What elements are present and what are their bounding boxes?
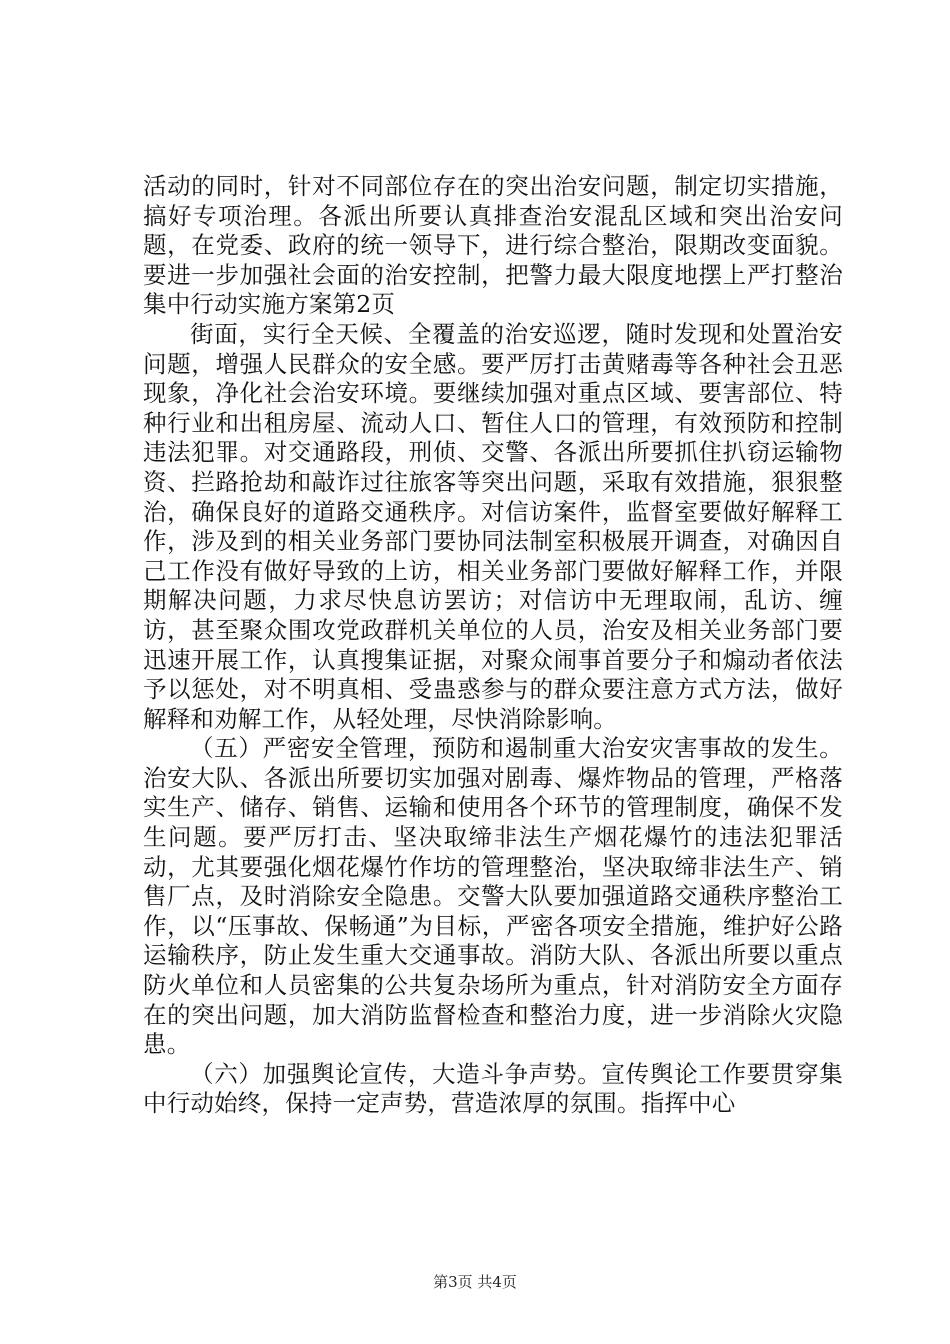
paragraph-4: （六）加强舆论宣传，大造斗争声势。宣传舆论工作要贯穿集中行动始终，保持一定声势，营造浓厚的氛围。指挥中心	[143, 1059, 843, 1118]
page-footer: 第3页 共4页	[433, 1273, 517, 1291]
document-body	[143, 172, 843, 1119]
paragraph-2: 街面，实行全天候、全覆盖的治安巡逻，随时发现和处置治安问题，增强人民群众的安全感。要严厉打击黄赌毒等各种社会丑恶现象，净化社会治安环境。要继续加强对重点区域、要害部位、特种行业和出租房屋、流动人口、暂住人口的管理，有效预防和控制违法犯罪。对交通路段，刑侦、交警、各派出所要抓住扒窃运输物资、拦路抢劫和敲诈过往旅客等突出问题，采取有效措施，狠狠整治，确保良好的道路交通秩序。对信访案件，监督室要做好解释工作，涉及到的相关业务部门要协同法制室积极展开调查，对确因自己工作没有做好导致的上访，相关业务部门要做好解释工作，并限期解决问题，力求尽快息访罢访；对信访中无理取闹，乱访、缠访，甚至聚众围攻党政群机关单位的人员，治安及相关业务部门要迅速开展工作，认真搜集证据，对聚众闹事首要分子和煽动者依法予以惩处，对不明真相、受蛊惑参与的群众要注意方式方法，做好解释和劝解工作，从轻处理，尽快消除影响。	[143, 319, 843, 733]
paragraph-1: 活动的同时，针对不同部位存在的突出治安问题，制定切实措施，搞好专项治理。各派出所要认真排查治安混乱区域和突出治安问题，在党委、政府的统一领导下，进行综合整治，限期改变面貌。要进一步加强社会面的治安控制，把警力最大限度地摆上严打整治集中行动实施方案第2页	[143, 172, 843, 319]
paragraph-3: （五）严密安全管理，预防和遏制重大治安灾害事故的发生。治安大队、各派出所要切实加强对剧毒、爆炸物品的管理，严格落实生产、储存、销售、运输和使用各个环节的管理制度，确保不发生问题。要严厉打击、坚决取缔非法生产烟花爆竹的违法犯罪活动，尤其要强化烟花爆竹作坊的管理整治，坚决取缔非法生产、销售厂点，及时消除安全隐患。交警大队要加强道路交通秩序整治工作，以“压事故、保畅通”为目标，严密各项安全措施，维护好公路运输秩序，防止发生重大交通事故。消防大队、各派出所要以重点防火单位和人员密集的公共复杂场所为重点，针对消防安全方面存在的突出问题，加大消防监督检查和整治力度，进一步消除火灾隐患。	[143, 734, 843, 1059]
